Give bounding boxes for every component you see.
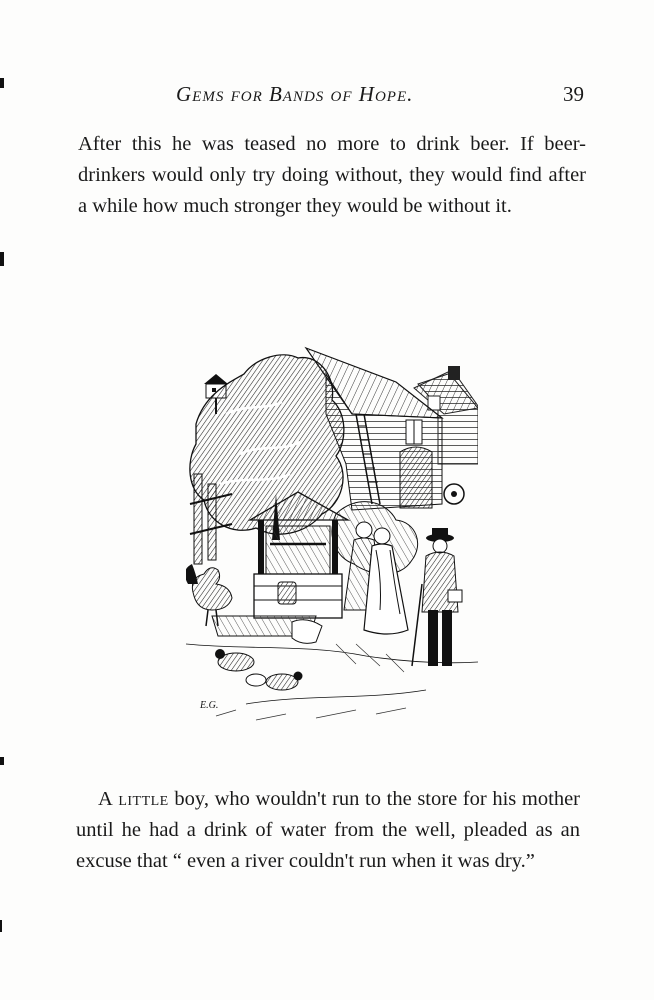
paragraph-2-text: boy, who wouldn't run to the store for his mother until he had a drink of water from the well, pleaded as an excuse that “ even a river couldn't run when it was dry.”	[76, 788, 580, 872]
engraving-drawing	[186, 344, 478, 724]
scan-edge-mark	[0, 920, 2, 932]
hens	[215, 649, 303, 690]
running-head	[176, 82, 584, 112]
scan-edge-mark	[0, 78, 4, 88]
scan-edge-mark	[0, 252, 4, 266]
scan-edge-mark	[0, 757, 4, 765]
paragraph-2	[76, 784, 580, 877]
paragraph-1: After this he was teased no more to drink beer. If beer-drinkers would only try doing without, they would find after a while how much stronger they would be without it.	[78, 133, 586, 217]
page-number: 39	[563, 82, 584, 106]
engraver-signature: E.G.	[200, 700, 219, 711]
running-title: Gems for Bands of Hope.	[176, 82, 414, 106]
lead-small-caps: A little	[98, 788, 169, 810]
well-illustration	[186, 344, 478, 724]
man	[412, 528, 462, 666]
